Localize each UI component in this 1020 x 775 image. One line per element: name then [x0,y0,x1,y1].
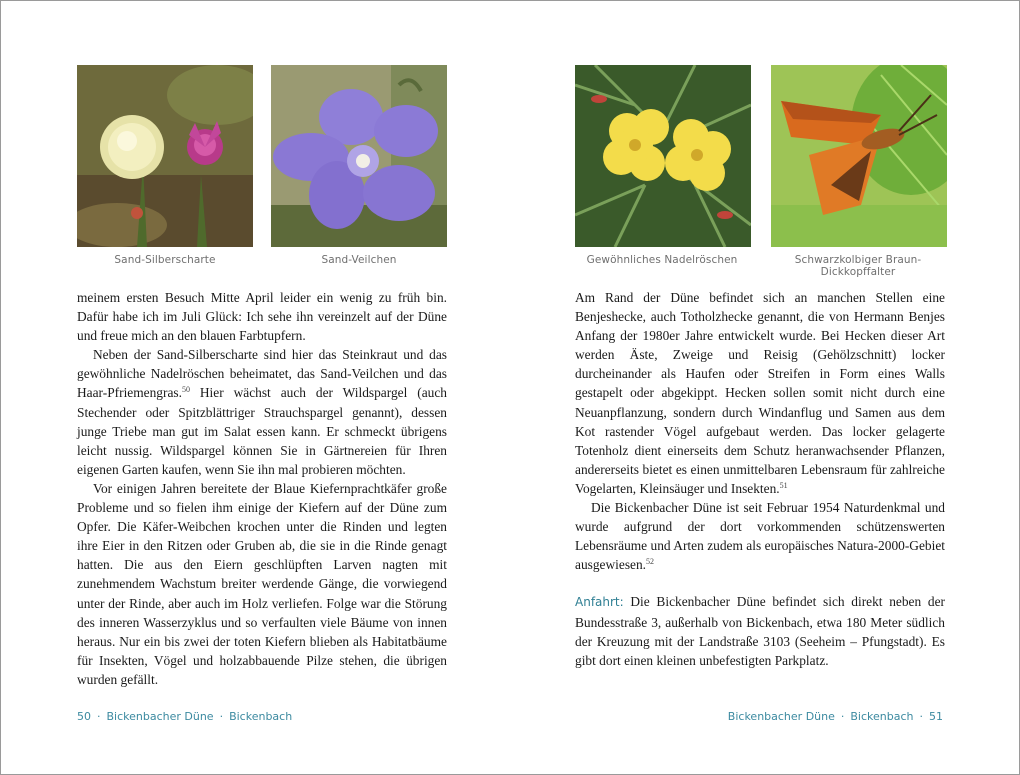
sand-silberscharte-photo [77,65,253,247]
footnote-marker: 51 [779,480,788,490]
running-title: Bickenbacher Düne [106,710,214,723]
photo-caption: Gewöhnliches Nadelröschen [586,254,738,266]
photo-caption: Sand-Veilchen [321,254,397,266]
page-number: 50 [77,710,91,723]
photo-caption: Schwarzkolbiger Braun-Dickkopffalter [794,254,922,278]
running-place: Bickenbach [229,710,293,723]
nadelroeschen-photo [575,65,751,247]
paragraph-text: Die Bickenbacher Düne ist seit Februar 1954 Naturdenkmal und wurde aufgrund der dort vorkommenden schützenswerten Lebensräume und Arten zudem als europäisches Natura-2000-Gebiet ausgewiesen. [575,500,945,573]
right-page-footer [728,710,943,723]
photo-caption: Sand-Silberscharte [114,254,216,266]
left-page-footer [77,710,292,723]
butterfly-photo [771,65,947,247]
yellow-flower-photo [575,65,751,247]
braun-dickkopffalter-photo [771,65,947,247]
paragraph-text: Hier wächst auch der Wildspargel (auch Stechender oder Spitzblättriger Strauchspargel genannt), dessen junge Triebe man gut im Salat essen kann. Er schmeckt übrigens leicht nussig. Wildspargel können Sie in Gärtnereien für Ihren eigenen Garten kaufen, wenn Sie ihn mal probieren möchten. [77,385,447,477]
running-title: Bickenbacher Düne [727,710,835,723]
anfahrt-paragraph [575,592,945,669]
paragraph [575,288,945,498]
right-page-body [575,288,945,670]
paragraph: meinem ersten Besuch Mitte April leider ein wenig zu früh bin. Dafür habe ich im Juli Glück: Ich sehe ihn vereinzelt auf der Düne und freue mich an den blauen Farbtupfern. [77,290,447,344]
anfahrt-label: Anfahrt: [575,595,624,610]
running-place: Bickenbach [850,710,914,723]
paragraph-text: Neben der Sand-Silberscharte sind hier das Steinkraut und das gewöhnliche Nadelröschen beheimatet, das Sand-Veilchen und das Haar-Pfriemengras. [77,347,447,401]
violet-flower-photo [271,65,447,247]
footnote-marker: 50 [181,385,190,395]
sand-veilchen-photo [271,65,447,247]
page-number: 51 [929,710,943,723]
anfahrt-text: Die Bickenbacher Düne befindet sich direkt neben der Bundesstraße 3, außerhalb von Bickenbach, etwa 180 Meter südlich der Kreuzung mit der Landstraße 3103 (Seeheim – Pfungstadt). Es gibt dort einen kleinen unbefestigten Parkplatz. [575,594,945,668]
separator: · [919,710,923,723]
paragraph: Vor einigen Jahren bereitete der Blaue Kiefernprachtkäfer große Probleme und so fielen ihm einige der Kiefern auf der Düne zum Opfer. Die Käfer-Weibchen krochen unter die Rinden und legten ihre Eier in den Ritzen oder Gruben ab, die sie in die Rinde genagt hatten. Die aus den Eiern geschlüpften Larven nagten mit zunehmendem Wachstum breiter werdende Gänge, die vorwiegend unter der Rinde, aber auch im Holz verliefen. Folge war die Störung des inneren Wasserzyklus und so verfaulten viele Bäume von innen heraus. Nur ein bis zwei der toten Kiefern blieben als Habitatbäume für Insekten, Vögel und holzabbauende Pilze stehen, die übrigen wurden gefällt. [77,480,447,687]
thistle-flower-photo [77,65,253,247]
separator: · [840,710,845,723]
paragraph-text: Am Rand der Düne befindet sich an manchen Stellen eine Benjeshecke, auch Totholzhecke genannt, die von Hermann Benjes Anfang der 1980er Jahre entwickelt wurde. Bei Hecken dieser Art werden Äste, Zweige und Reisig (Gehölzschnitt) locker durcheinander als Haufen oder Streifen in Form eines Walls gestapelt oder abgekippt. Hecken sollen somit nicht durch eine Neuanpflanzung, sondern durch Windanflug und Samen aus dem Kot rastender Vögel aufgebaut werden. Das locker gelagerte Totenholz dient einerseits dem Schutz heranwachsender Pflanzen, andererseits bietet es einen unmittelbaren Lebensraum für zahlreiche Vogelarten, Kleinsäuger und Insekten. [575,290,945,496]
paragraph [77,345,447,479]
separator: · [97,710,101,723]
left-page-body [77,288,447,689]
paragraph [575,498,945,574]
separator: · [219,710,224,723]
footnote-marker: 52 [646,557,655,567]
